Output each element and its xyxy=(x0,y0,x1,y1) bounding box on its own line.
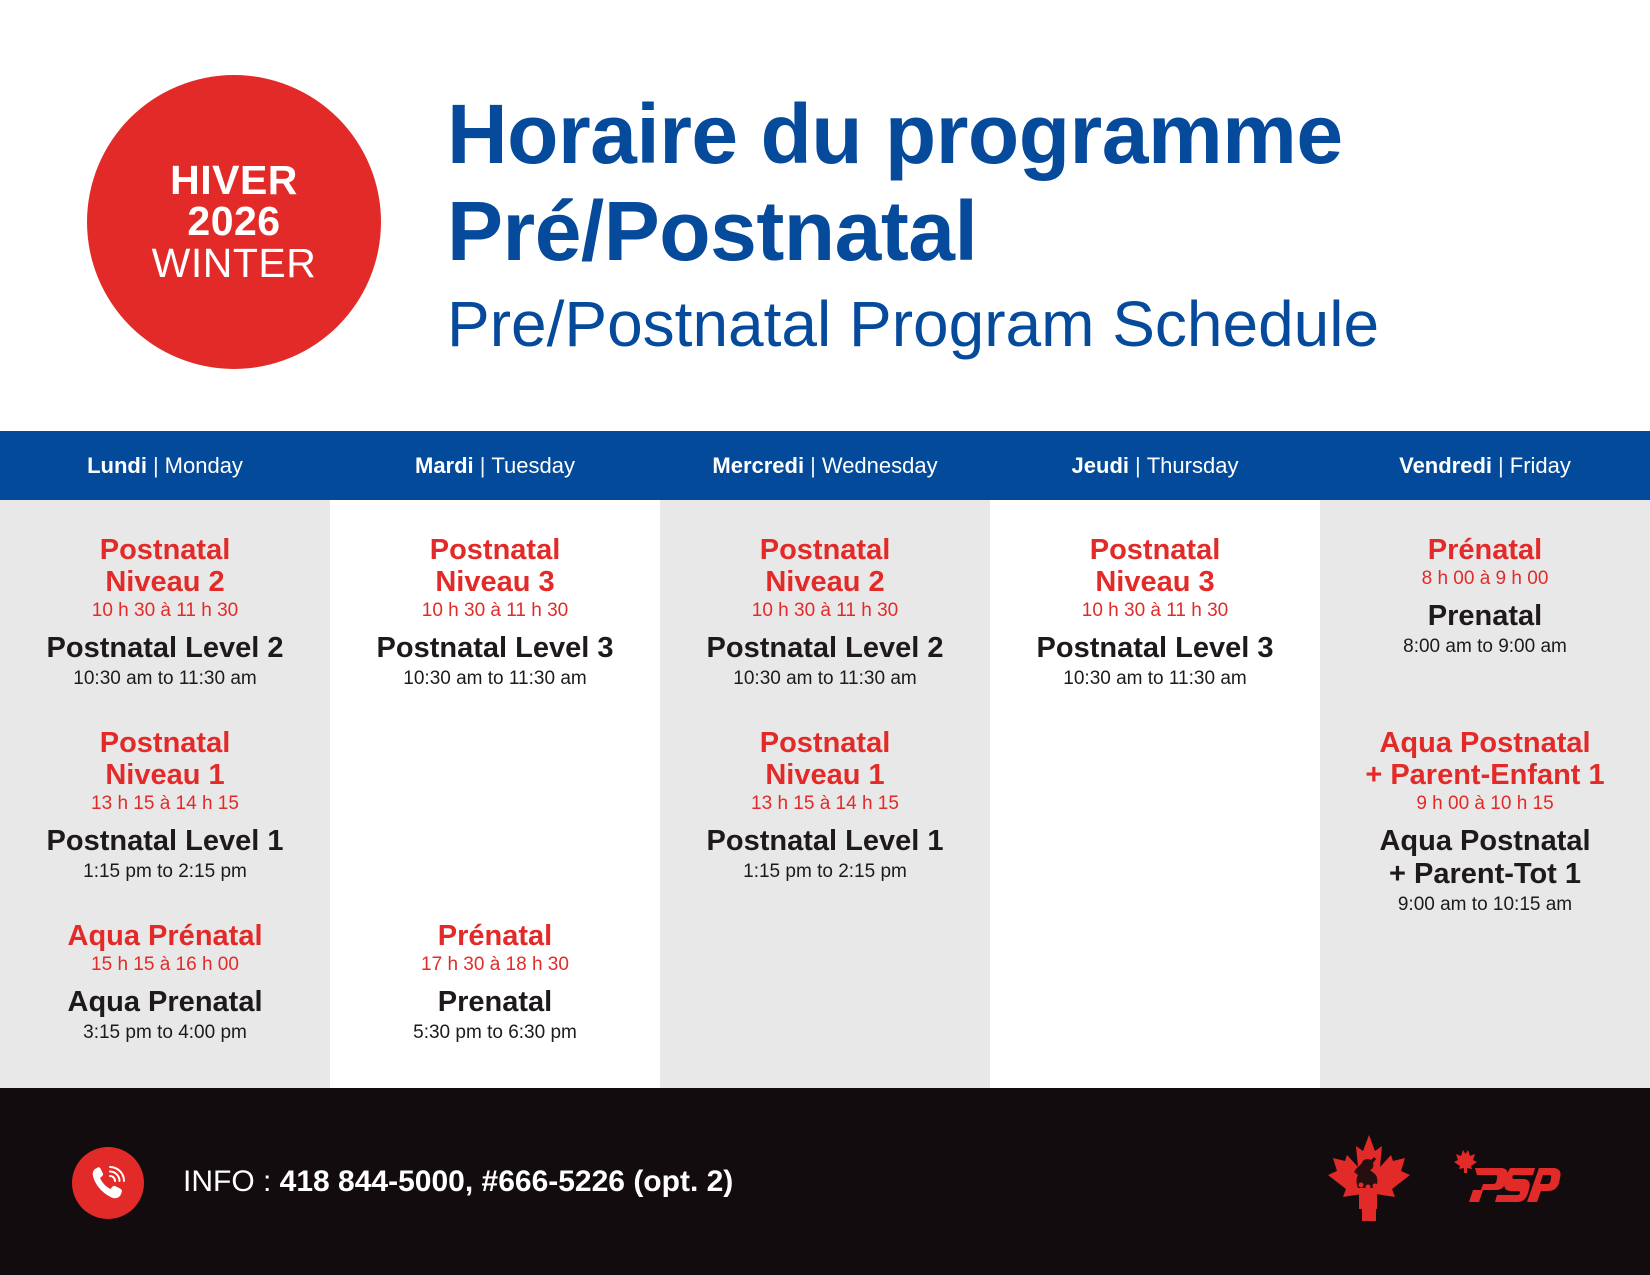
badge-season-en: WINTER xyxy=(151,239,317,286)
column-monday xyxy=(0,500,330,1088)
session-fr-title: Postnatal xyxy=(429,534,561,566)
session-fr-title: Postnatal xyxy=(1089,534,1221,566)
session-en-time: 10:30 am to 11:30 am xyxy=(733,668,917,689)
session-fr-time: 8 h 00 à 9 h 00 xyxy=(1421,568,1549,589)
session-fr-time: 10 h 30 à 11 h 30 xyxy=(751,600,899,621)
session-en-title: Postnatal Level 3 xyxy=(1036,632,1274,664)
session-en-time: 10:30 am to 11:30 am xyxy=(403,668,587,689)
session-fr-title: Niveau 2 xyxy=(765,566,885,598)
day-header-thursday xyxy=(990,431,1320,500)
session-fr-time: 13 h 15 à 14 h 15 xyxy=(751,793,899,814)
day-en: Thursday xyxy=(1146,452,1239,478)
day-en: Wednesday xyxy=(821,452,938,478)
session-card xyxy=(660,534,990,693)
schedule-grid xyxy=(0,500,1650,1088)
session-fr-title: Aqua Postnatal xyxy=(1379,727,1591,759)
column-tuesday xyxy=(330,500,660,1088)
session-fr-title: Postnatal xyxy=(759,534,891,566)
session-fr-title: Postnatal xyxy=(99,534,231,566)
session-fr-title: Postnatal xyxy=(759,727,891,759)
day-en: Tuesday xyxy=(491,452,575,478)
session-fr-title: Niveau 3 xyxy=(1095,566,1215,598)
column-friday xyxy=(1320,500,1650,1088)
session-en-title: Postnatal Level 2 xyxy=(706,632,944,664)
day-header-tuesday xyxy=(330,431,660,500)
session-fr-time: 10 h 30 à 11 h 30 xyxy=(91,600,239,621)
day-en: Friday xyxy=(1509,452,1571,478)
day-separator: | xyxy=(1135,452,1141,478)
session-card xyxy=(990,534,1320,693)
session-en-title: Postnatal Level 1 xyxy=(706,825,944,857)
day-header-wednesday xyxy=(660,431,990,500)
season-badge xyxy=(87,75,381,369)
session-fr-title: Postnatal xyxy=(99,727,231,759)
day-fr: Lundi xyxy=(87,452,147,478)
session-en-title: Postnatal Level 1 xyxy=(46,825,284,857)
session-en-title: Aqua Prenatal xyxy=(67,986,263,1018)
session-card xyxy=(0,920,330,1047)
day-separator: | xyxy=(152,452,159,478)
day-header-monday xyxy=(0,431,330,500)
day-separator: | xyxy=(810,452,816,478)
session-fr-time: 10 h 30 à 11 h 30 xyxy=(421,600,569,621)
column-wednesday xyxy=(660,500,990,1088)
session-en-time: 9:00 am to 10:15 am xyxy=(1397,894,1573,915)
session-fr-title: Niveau 3 xyxy=(435,566,555,598)
day-header-friday xyxy=(1320,431,1650,500)
badge-season-fr: HIVER xyxy=(170,156,298,203)
session-fr-title: + Parent-Enfant 1 xyxy=(1365,759,1605,791)
title-fr-line2: Pré/Postnatal xyxy=(447,184,978,278)
session-en-time: 10:30 am to 11:30 am xyxy=(73,668,257,689)
session-en-time: 3:15 pm to 4:00 pm xyxy=(83,1022,247,1043)
day-separator: | xyxy=(1498,452,1504,478)
session-en-time: 10:30 am to 11:30 am xyxy=(1063,668,1247,689)
session-fr-title: Niveau 1 xyxy=(105,759,225,791)
session-card xyxy=(0,534,330,693)
day-fr: Mardi xyxy=(415,452,474,478)
day-header-bar xyxy=(0,431,1650,500)
session-en-title: Prenatal xyxy=(437,986,553,1018)
title-fr-line1: Horaire du programme xyxy=(447,87,1343,181)
session-card xyxy=(330,920,660,1047)
session-en-time: 1:15 pm to 2:15 pm xyxy=(83,861,247,882)
session-en-title: Aqua Postnatal xyxy=(1379,825,1591,857)
session-fr-time: 10 h 30 à 11 h 30 xyxy=(1081,600,1229,621)
info-phone-number[interactable]: 418 844-5000, #666-5226 (opt. 2) xyxy=(279,1165,734,1198)
title-en: Pre/Postnatal Program Schedule xyxy=(447,288,1380,360)
session-en-time: 5:30 pm to 6:30 pm xyxy=(413,1022,577,1043)
session-fr-time: 15 h 15 à 16 h 00 xyxy=(91,954,239,975)
day-fr: Vendredi xyxy=(1399,452,1493,478)
psp-logo xyxy=(1453,1148,1563,1206)
session-fr-time: 9 h 00 à 10 h 15 xyxy=(1416,793,1554,814)
info-label: INFO : xyxy=(183,1165,280,1198)
session-card xyxy=(1320,727,1650,919)
day-separator: | xyxy=(479,452,486,478)
session-en-time: 1:15 pm to 2:15 pm xyxy=(743,861,907,882)
day-en: Monday xyxy=(164,452,243,478)
phone-ringing-icon xyxy=(72,1147,144,1219)
session-fr-time: 13 h 15 à 14 h 15 xyxy=(91,793,239,814)
session-en-title: Prenatal xyxy=(1427,600,1543,632)
session-fr-time: 17 h 30 à 18 h 30 xyxy=(421,954,569,975)
maple-leaf-salute-logo xyxy=(1318,1133,1420,1223)
session-fr-title: Prénatal xyxy=(437,920,553,952)
contact-info xyxy=(183,1163,733,1201)
session-card xyxy=(660,727,990,886)
session-fr-title: Aqua Prénatal xyxy=(67,920,263,952)
session-en-time: 8:00 am to 9:00 am xyxy=(1403,636,1567,657)
session-fr-title: Prénatal xyxy=(1427,534,1543,566)
session-card xyxy=(330,534,660,693)
session-en-title: Postnatal Level 2 xyxy=(46,632,284,664)
badge-year: 2026 xyxy=(187,197,281,244)
day-fr: Mercredi xyxy=(712,452,805,478)
session-card xyxy=(1320,534,1650,661)
column-thursday xyxy=(990,500,1320,1088)
day-fr: Jeudi xyxy=(1071,452,1130,478)
session-fr-title: Niveau 1 xyxy=(765,759,885,791)
session-fr-title: Niveau 2 xyxy=(105,566,225,598)
title-block xyxy=(447,86,1379,364)
session-card xyxy=(0,727,330,886)
session-en-title: + Parent-Tot 1 xyxy=(1388,858,1582,890)
session-en-title: Postnatal Level 3 xyxy=(376,632,614,664)
